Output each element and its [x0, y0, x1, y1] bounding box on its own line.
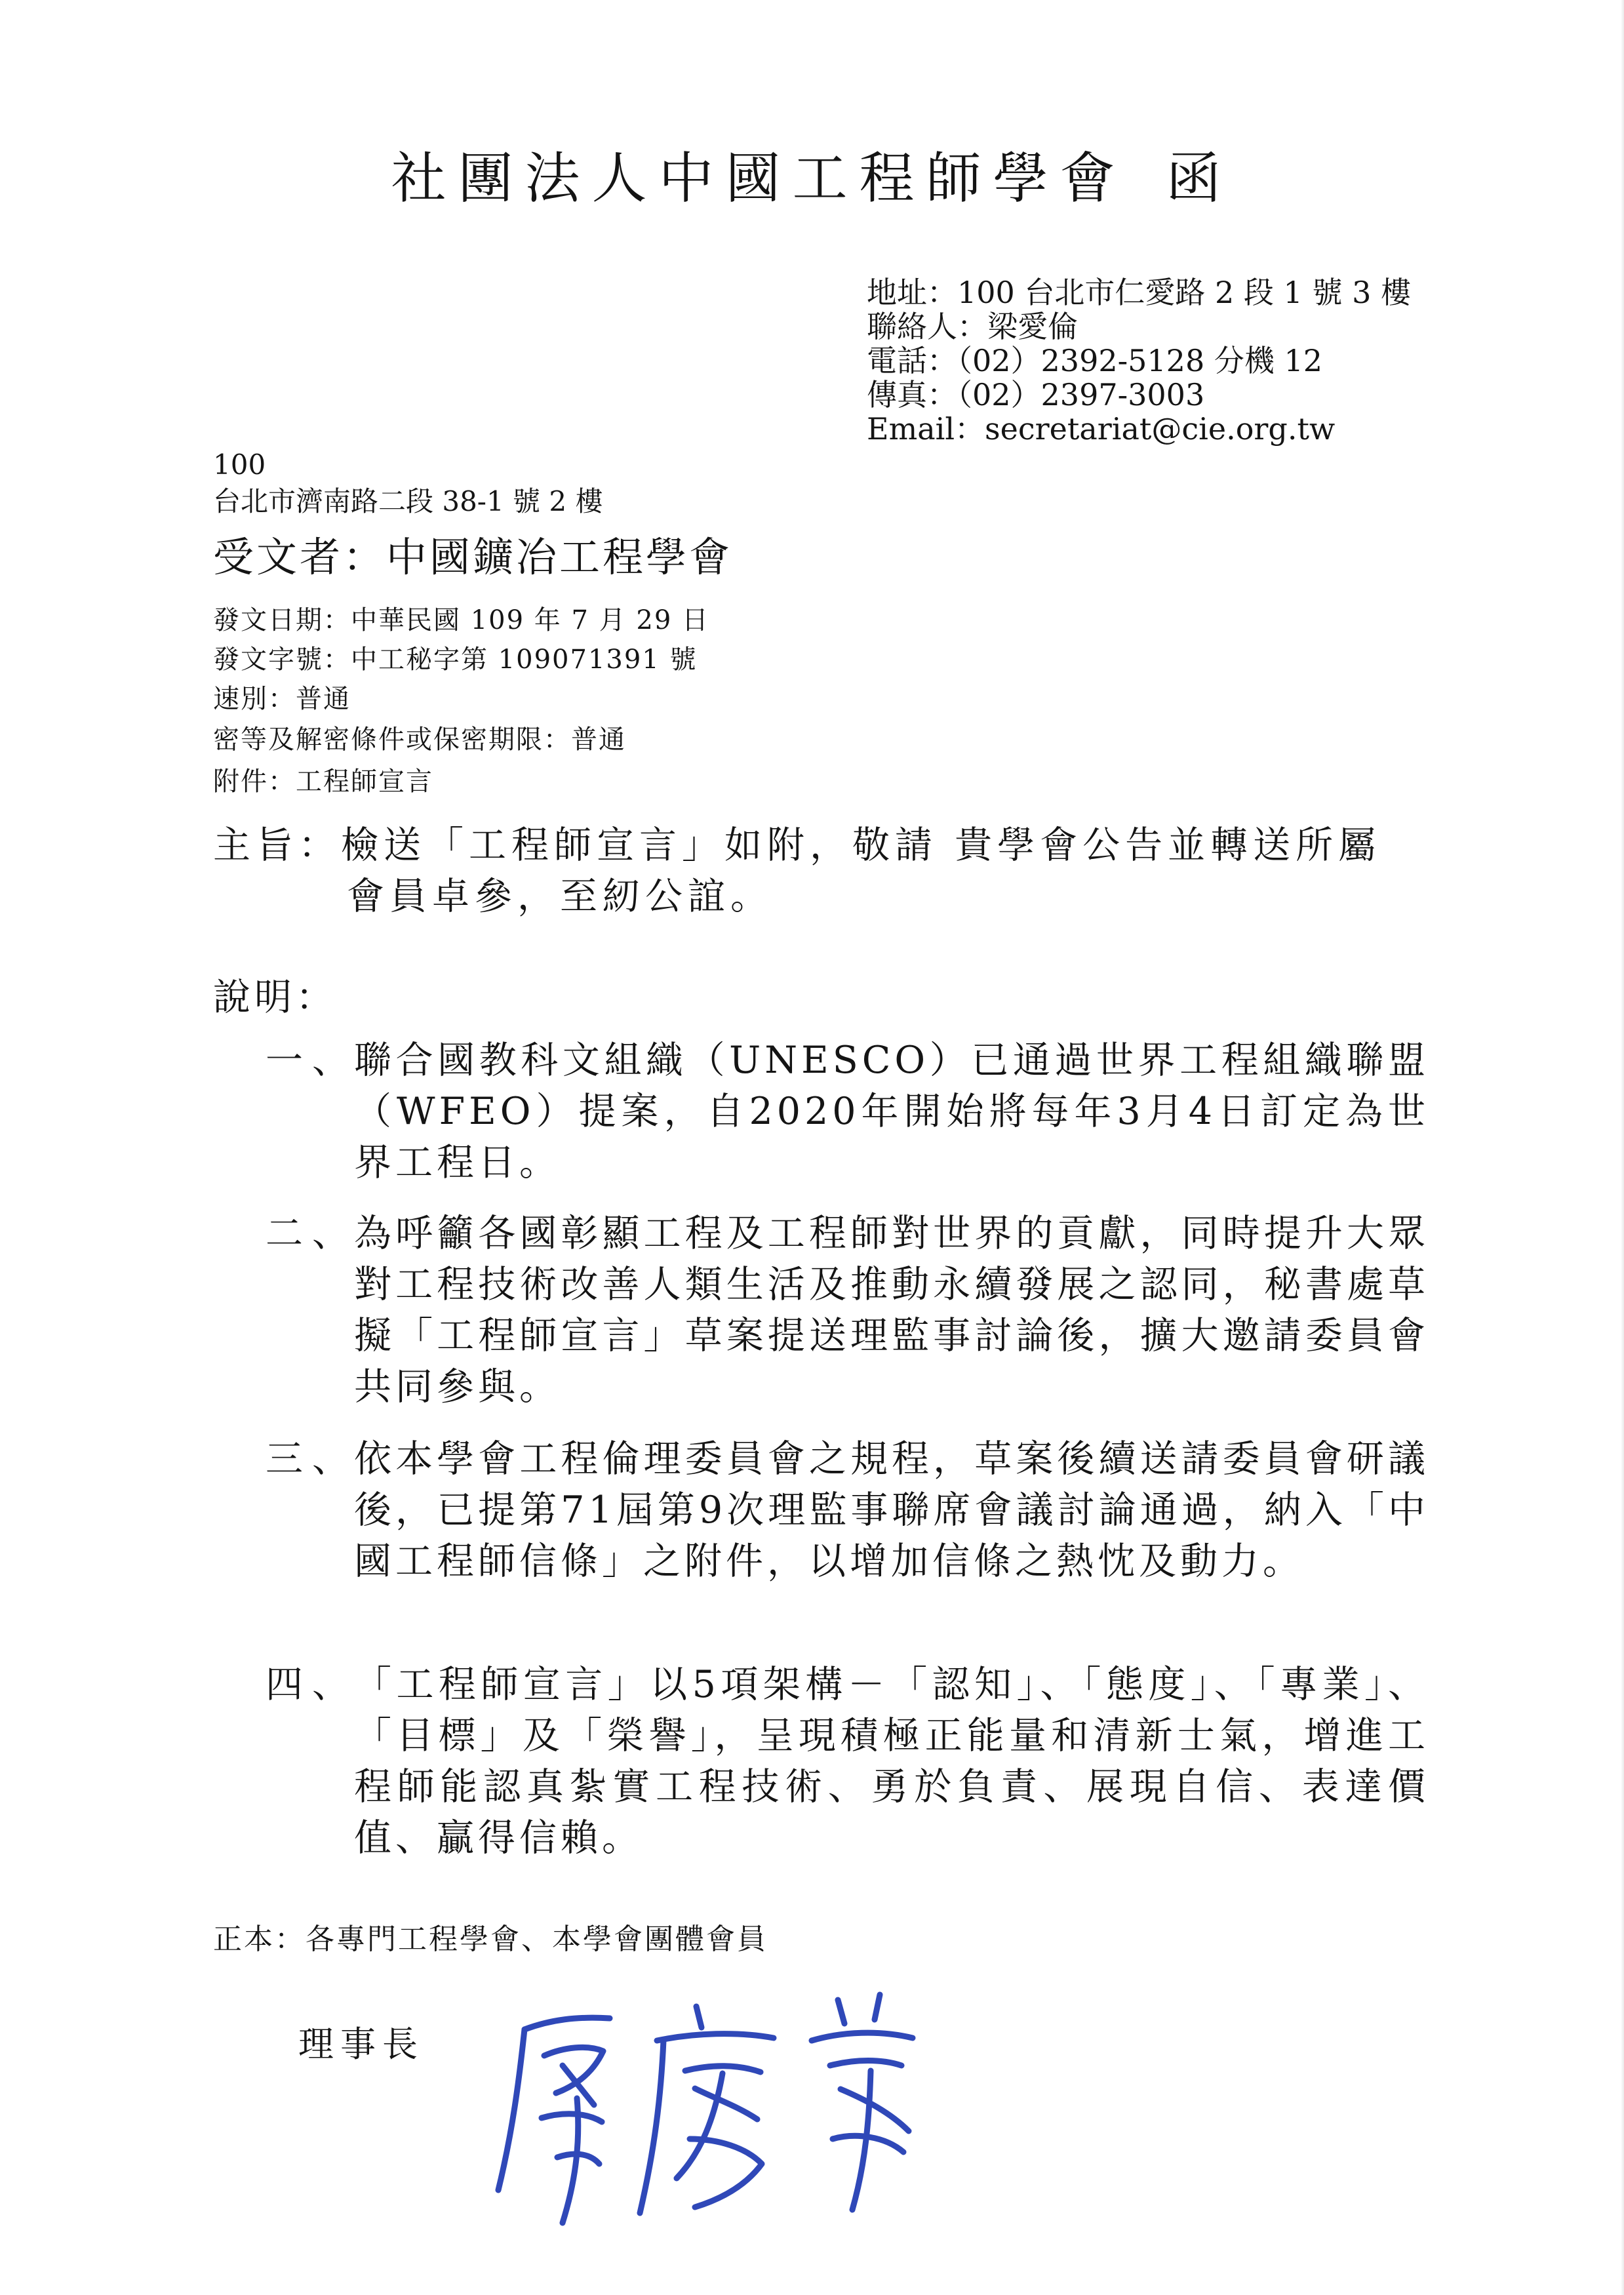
subject-line-1: 主旨：檢送「工程師宣言」如附，敬請 貴學會公告並轉送所屬 [213, 824, 1381, 867]
page-edge-shadow [1621, 0, 1624, 2295]
item-number: 一、 [266, 1039, 359, 1082]
attachment: 附件：工程師宣言 [213, 767, 433, 797]
org-title: 社團法人中國工程師學會 [391, 146, 1127, 210]
subject-line-2: 會員卓參，至紉公誼。 [347, 875, 773, 918]
recipient-postal-code: 100 [213, 449, 266, 481]
item-number: 四、 [266, 1663, 359, 1706]
item-text: 「工程師宣言」以5項架構－「認知」、「態度」、「專業」、「目標」及「榮譽」，呈現積極正能量和清新士氣，增進工程師能認真紮實工程技術、勇於負責、展現自信、表達價值、贏得信賴。 [354, 1663, 1429, 1860]
item-text: 聯合國教科文組織（UNESCO）已通過世界工程組織聯盟（WFEO）提案，自2020年開始將每年3月4日訂定為世界工程日。 [354, 1039, 1429, 1184]
doc-number: 發文字號：中工秘字第 109071391 號 [213, 645, 698, 675]
recipient: 受文者：中國鑛冶工程學會 [213, 533, 733, 581]
speed-class: 速別：普通 [213, 684, 351, 714]
confidentiality: 密等及解密條件或保密期限：普通 [213, 725, 626, 755]
letter-title [0, 134, 1624, 214]
issue-date: 發文日期：中華民國 109 年 7 月 29 日 [213, 605, 709, 635]
explanation-heading: 說明： [213, 976, 337, 1019]
item-text: 依本學會工程倫理委員會之規程，草案後續送請委員會研議後，已提第71屆第9次理監事聯席會議討論通過，納入「中國工程師信條」之附件，以增加信條之熱忱及動力。 [354, 1437, 1429, 1583]
doc-type: 函 [1166, 146, 1233, 210]
chairman-signature [479, 1967, 951, 2229]
contact-person: 聯絡人：梁愛倫 [867, 309, 1078, 344]
chairman-label: 理事長 [298, 2024, 424, 2065]
item-number: 二、 [266, 1212, 359, 1255]
item-number: 三、 [266, 1437, 359, 1481]
email: Email：secretariat@cie.org.tw [867, 411, 1336, 447]
fax: 傳真：（02）2397-3003 [867, 377, 1205, 412]
item-text: 為呼籲各國彰顯工程及工程師對世界的貢獻，同時提升大眾對工程技術改善人類生活及推動永續發展之認同，秘書處草擬「工程師宣言」草案提送理監事討論後，擴大邀請委員會共同參與。 [354, 1212, 1429, 1408]
sender-address: 地址：100 台北市仁愛路 2 段 1 號 3 樓 [867, 275, 1411, 310]
copy-to: 正本：各專門工程學會、本學會團體會員 [213, 1923, 768, 1956]
phone: 電話：（02）2392-5128 分機 12 [867, 343, 1322, 378]
recipient-street: 台北市濟南路二段 38-1 號 2 樓 [213, 485, 603, 517]
